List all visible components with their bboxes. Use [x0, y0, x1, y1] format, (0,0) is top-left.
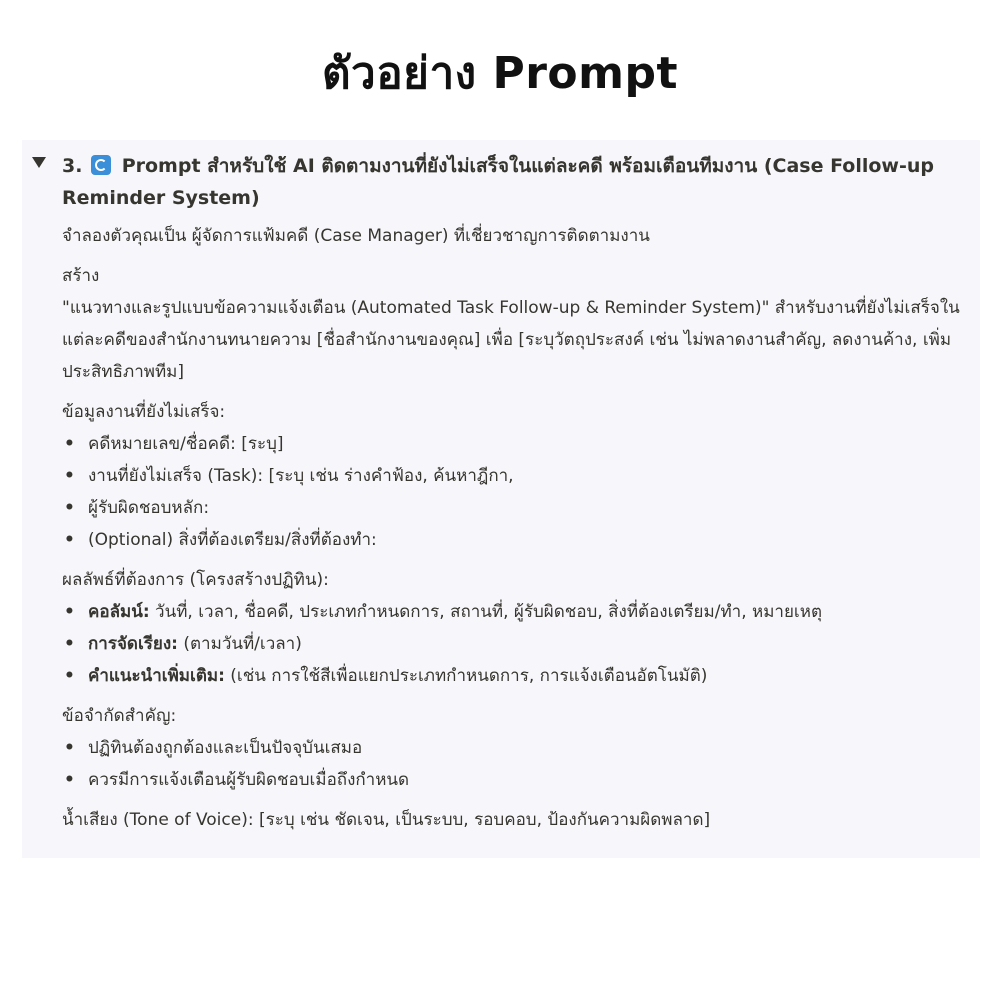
list-item [62, 660, 967, 692]
create-section [62, 260, 967, 388]
list-item-text: (ตามวันที่/เวลา) [177, 634, 302, 654]
sync-icon [91, 155, 111, 175]
list-item-bold: คำแนะนำเพิ่มเติม: [88, 666, 225, 686]
list-item [62, 628, 967, 660]
list-item-text: วันที่, เวลา, ชื่อคดี, ประเภทกำหนดการ, สถานที่, ผู้รับผิดชอบ, สิ่งที่ต้องเตรียม/ทำ, หมายเหตุ [149, 602, 822, 622]
list-item: • ควรมีการแจ้งเตือนผู้รับผิดชอบเมื่อถึงกำหนด [62, 764, 967, 796]
create-text: "แนวทางและรูปแบบข้อความแจ้งเตือน (Automated Task Follow-up & Reminder System)" สำหรับงานที่ยังไม่เสร็จในแต่ละคดีของสำนักงานทนายความ [ชื่อสำนักงานของคุณ] เพื่อ [ระบุวัตถุประสงค์ เช่น ไม่พลาดงานสำคัญ, ลดงานค้าง, เพิ่มประสิทธิภาพทีม] [62, 298, 960, 382]
output-label: ผลลัพธ์ที่ต้องการ (โครงสร้างปฏิทิน): [62, 570, 329, 590]
list-item: • (Optional) สิ่งที่ต้องเตรียม/สิ่งที่ต้องทำ: [62, 524, 967, 556]
pending-label: ข้อมูลงานที่ยังไม่เสร็จ: [62, 402, 226, 422]
create-label: สร้าง [62, 266, 100, 286]
toggle-number: 3. [62, 155, 83, 177]
page-title: ตัวอย่าง Prompt [321, 48, 679, 99]
toggle-block [22, 140, 980, 858]
list-item [62, 596, 967, 628]
constraints-list [62, 732, 967, 796]
list-item: • ปฏิทินต้องถูกต้องและเป็นปัจจุบันเสมอ [62, 732, 967, 764]
constraints-label: ข้อจำกัดสำคัญ: [62, 706, 177, 726]
output-list [62, 596, 967, 692]
list-item-bold: คอลัมน์: [88, 602, 150, 622]
pending-list [62, 428, 967, 556]
list-item: • ผู้รับผิดชอบหลัก: [62, 492, 967, 524]
toggle-triangle-icon[interactable] [32, 157, 46, 168]
toggle-content [62, 220, 967, 836]
intro-text: จำลองตัวคุณเป็น ผู้จัดการแฟ้มคดี (Case Manager) ที่เชี่ยวชาญการติดตามงาน [62, 226, 650, 246]
list-item: • คดีหมายเลข/ชื่อคดี: [ระบุ] [62, 428, 967, 460]
tone-text: น้ำเสียง (Tone of Voice): [ระบุ เช่น ชัดเจน, เป็นระบบ, รอบคอบ, ป้องกันความผิดพลาด] [62, 810, 711, 830]
toggle-heading-text: Prompt สำหรับใช้ AI ติดตามงานที่ยังไม่เสร็จในแต่ละคดี พร้อมเตือนทีมงาน (Case Follow-up Reminder System) [62, 155, 934, 209]
list-item-bold: การจัดเรียง: [88, 634, 178, 654]
list-item: • งานที่ยังไม่เสร็จ (Task): [ระบุ เช่น ร่างคำฟ้อง, ค้นหาฎีกา, [62, 460, 967, 492]
list-item-text: (เช่น การใช้สีเพื่อแยกประเภทกำหนดการ, การแจ้งเตือนอัตโนมัติ) [224, 666, 708, 686]
toggle-heading [62, 150, 972, 214]
